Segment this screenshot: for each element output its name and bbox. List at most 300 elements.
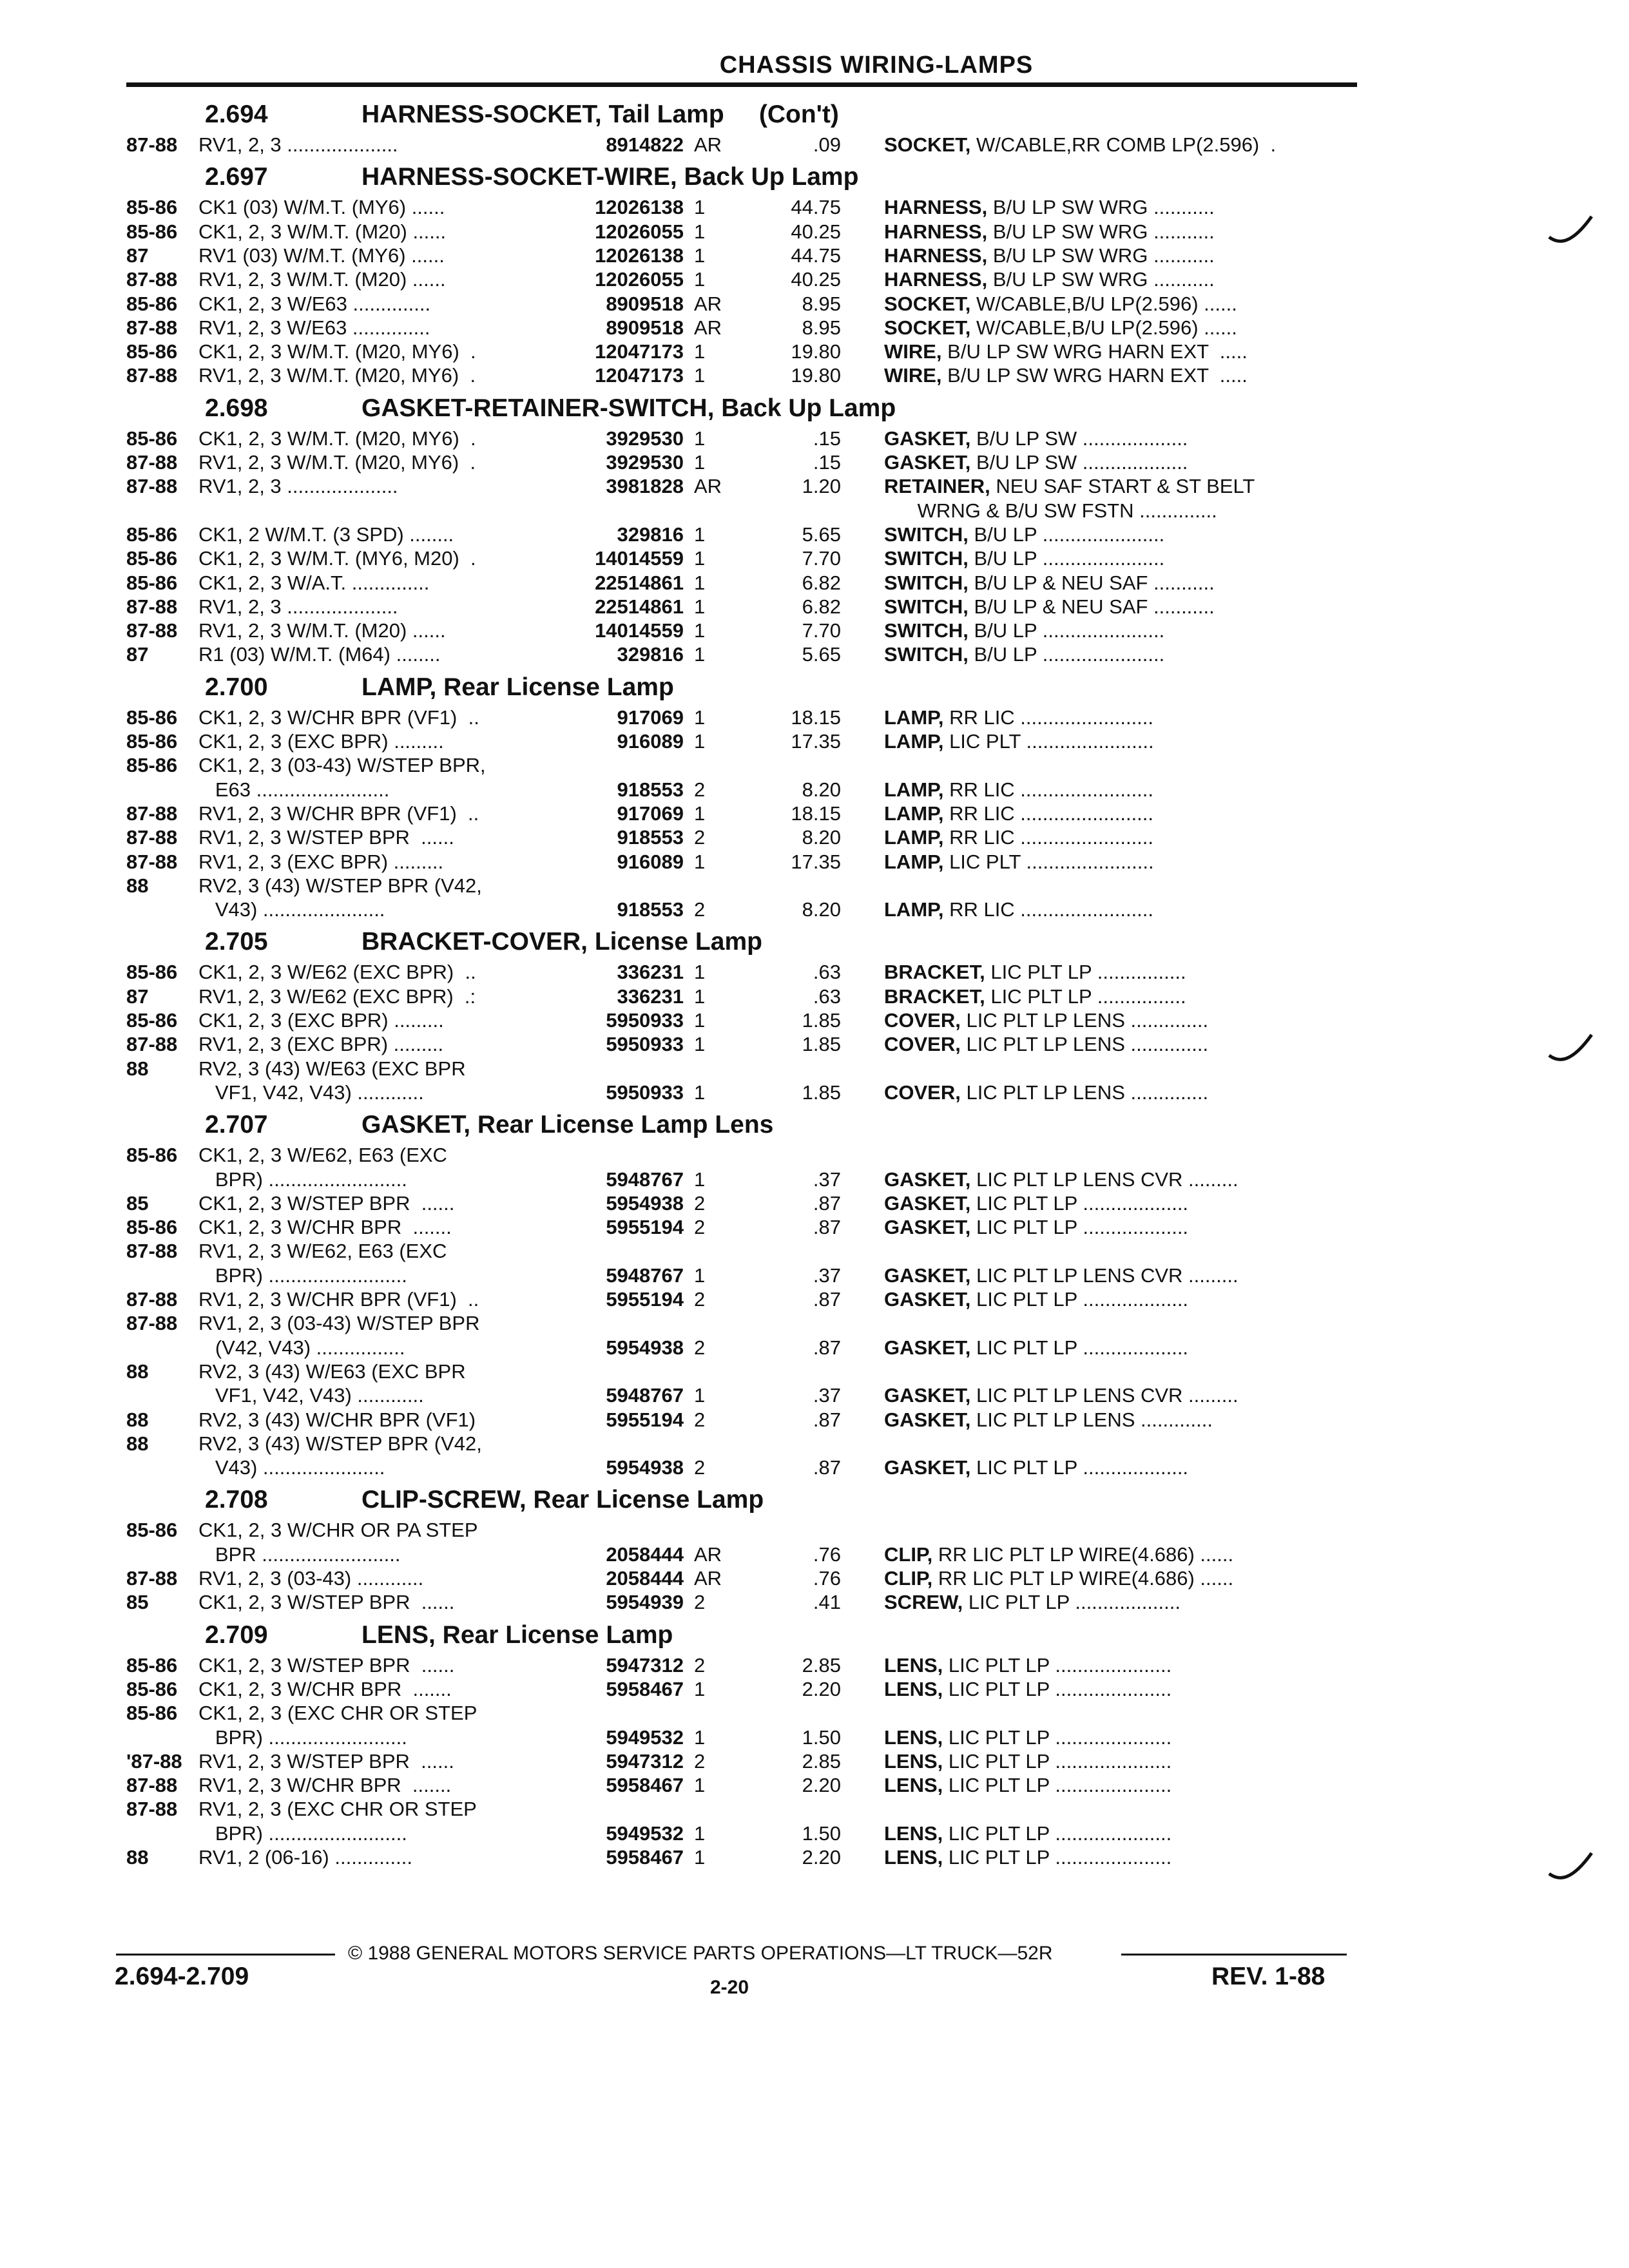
table-row xyxy=(0,499,1629,523)
price: .15 xyxy=(813,427,841,450)
part-name xyxy=(884,316,1237,340)
part-name-bold: CLIP, xyxy=(884,1542,933,1566)
table-row xyxy=(0,1590,1629,1614)
price: 7.70 xyxy=(802,619,841,642)
part-name-bold: SWITCH, xyxy=(884,619,969,642)
table-row xyxy=(0,1542,1629,1566)
application: E63 ........................ xyxy=(198,778,390,801)
application: RV1, 2, 3 .................... xyxy=(198,133,398,156)
price: .87 xyxy=(813,1456,841,1479)
quantity: 1 xyxy=(694,547,706,570)
part-name xyxy=(884,1287,1188,1311)
model-year: 87-88 xyxy=(126,619,178,642)
price: .87 xyxy=(813,1336,841,1359)
part-name-rest: RR LIC ........................ xyxy=(943,778,1154,801)
model-year: 85-86 xyxy=(126,961,178,984)
application: RV1, 2, 3 (03-43) ............ xyxy=(198,1567,424,1590)
part-number: 14014559 xyxy=(595,547,684,570)
table-row xyxy=(0,363,1629,387)
part-number: 917069 xyxy=(617,802,684,825)
part-name-rest: RR LIC PLT LP WIRE(4.686) ...... xyxy=(932,1567,1234,1590)
part-number: 12026138 xyxy=(595,244,684,267)
part-name-rest: LIC PLT LP ................... xyxy=(970,1216,1189,1239)
model-year: 85-86 xyxy=(126,1144,178,1167)
price: .41 xyxy=(813,1591,841,1614)
part-number: 916089 xyxy=(617,730,684,753)
part-name-bold: BRACKET, xyxy=(884,961,985,984)
part-number: 916089 xyxy=(617,850,684,873)
application: BPR) ......................... xyxy=(198,1821,407,1845)
part-name xyxy=(884,340,1248,363)
quantity: 1 xyxy=(694,196,706,219)
price: 8.20 xyxy=(802,826,841,849)
application: RV1, 2, 3 W/STEP BPR ...... xyxy=(198,826,454,849)
part-name xyxy=(884,220,1215,244)
part-name xyxy=(884,474,1255,498)
model-year: 85-86 xyxy=(126,292,178,315)
application: RV1, 2, 3 .................... xyxy=(198,595,398,618)
quantity: 1 xyxy=(694,220,706,243)
table-row xyxy=(0,802,1629,825)
table-row xyxy=(0,340,1629,363)
table-row xyxy=(0,546,1629,570)
part-name-bold: CLIP, xyxy=(884,1567,933,1590)
part-number: 8909518 xyxy=(606,292,684,315)
section-title: LAMP, Rear License Lamp xyxy=(361,673,674,701)
part-name xyxy=(884,850,1154,874)
application: RV1, 2 (06-16) .............. xyxy=(198,1846,412,1869)
part-name-rest: B/U LP SW WRG HARN EXT ..... xyxy=(941,340,1248,363)
part-name-rest: LIC PLT LP ..................... xyxy=(943,1677,1172,1700)
quantity: 2 xyxy=(694,1591,706,1614)
quantity: 2 xyxy=(694,1288,706,1311)
part-name-rest: WRNG & B/U SW FSTN .............. xyxy=(884,499,1217,522)
model-year: 87-88 xyxy=(126,1240,178,1263)
part-name-rest: LIC PLT LP ................ xyxy=(985,985,1186,1008)
part-name-rest: B/U LP SW WRG HARN EXT ..... xyxy=(941,364,1248,387)
part-name-rest: LIC PLT ....................... xyxy=(943,850,1154,873)
table-row xyxy=(0,1653,1629,1677)
quantity: 2 xyxy=(694,826,706,849)
part-name-bold: COVER, xyxy=(884,1033,961,1056)
model-year: 85-86 xyxy=(126,1677,178,1700)
price: 5.65 xyxy=(802,523,841,546)
model-year: 85-86 xyxy=(126,1216,178,1239)
part-name-rest: LIC PLT LP ................ xyxy=(985,961,1186,984)
footer-rule-right xyxy=(1121,1954,1347,1956)
part-name xyxy=(884,642,1164,666)
part-name-rest: NEU SAF START & ST BELT xyxy=(990,475,1255,498)
part-number: 12026138 xyxy=(595,196,684,219)
part-name-rest: RR LIC ........................ xyxy=(943,802,1154,825)
model-year: 87 xyxy=(126,244,149,267)
part-number: 5947312 xyxy=(606,1653,684,1677)
part-name xyxy=(884,1725,1171,1749)
model-year: 85 xyxy=(126,1591,149,1614)
application: CK1, 2, 3 W/CHR BPR ....... xyxy=(198,1677,452,1700)
quantity: 1 xyxy=(694,427,706,450)
part-name-bold: SWITCH, xyxy=(884,547,969,570)
application: V43) ...................... xyxy=(198,898,385,921)
application: RV1, 2, 3 (03-43) W/STEP BPR xyxy=(198,1312,480,1335)
part-name xyxy=(884,1542,1233,1566)
part-name-rest: LIC PLT LP LENS .............. xyxy=(960,1081,1209,1104)
quantity: 1 xyxy=(694,1774,706,1797)
application: RV2, 3 (43) W/E63 (EXC BPR xyxy=(198,1057,466,1080)
part-name-bold: WIRE, xyxy=(884,364,942,387)
part-name xyxy=(884,825,1153,849)
application: BPR) ......................... xyxy=(198,1725,407,1749)
quantity: 1 xyxy=(694,1264,706,1287)
part-number: 5949532 xyxy=(606,1725,684,1749)
part-name-bold: LENS, xyxy=(884,1821,943,1845)
quantity: 1 xyxy=(694,1009,706,1032)
price: 1.85 xyxy=(802,1081,841,1104)
table-row xyxy=(0,985,1629,1008)
price: 44.75 xyxy=(791,244,841,267)
model-year: 87-88 xyxy=(126,1774,178,1797)
model-year: 88 xyxy=(126,1846,149,1869)
part-name xyxy=(884,985,1186,1008)
part-name-bold: GASKET, xyxy=(884,1384,971,1407)
section-title: BRACKET-COVER, License Lamp xyxy=(361,928,762,956)
table-row xyxy=(0,729,1629,753)
part-name xyxy=(884,1456,1188,1479)
part-name-bold: GASKET, xyxy=(884,1456,971,1479)
table-row xyxy=(0,1239,1629,1263)
application: CK1, 2, 3 W/CHR BPR (VF1) .. xyxy=(198,706,479,729)
quantity: 1 xyxy=(694,1725,706,1749)
footer-copyright: © 1988 GENERAL MOTORS SERVICE PARTS OPERATIONS—LT TRUCK—52R xyxy=(348,1943,1053,1964)
part-name-rest: B/U LP & NEU SAF ........... xyxy=(968,595,1215,618)
quantity: 1 xyxy=(694,595,706,618)
part-name-rest: LIC PLT LP ..................... xyxy=(943,1653,1172,1677)
section-title: HARNESS-SOCKET, Tail Lamp (Con't) xyxy=(361,101,839,128)
quantity: 1 xyxy=(694,619,706,642)
part-name-bold: GASKET, xyxy=(884,1168,971,1191)
application: RV1, 2, 3 W/E62, E63 (EXC xyxy=(198,1240,447,1263)
table-row xyxy=(0,595,1629,619)
table-row xyxy=(0,642,1629,666)
part-number: 2058444 xyxy=(606,1542,684,1566)
model-year: 87-88 xyxy=(126,1288,178,1311)
table-row xyxy=(0,1773,1629,1797)
part-name-bold: LENS, xyxy=(884,1725,943,1749)
part-name-bold: GASKET, xyxy=(884,427,971,450)
part-name-bold: SOCKET, xyxy=(884,292,971,315)
check-mark-icon xyxy=(1547,1849,1598,1888)
price: .87 xyxy=(813,1288,841,1311)
part-name-bold: GASKET, xyxy=(884,1264,971,1287)
section-number: 2.698 xyxy=(205,394,268,422)
part-name-bold: COVER, xyxy=(884,1009,961,1032)
price: .37 xyxy=(813,1384,841,1407)
section-title: GASKET-RETAINER-SWITCH, Back Up Lamp xyxy=(361,394,896,422)
quantity: 1 xyxy=(694,1821,706,1845)
application: CK1, 2, 3 W/STEP BPR ...... xyxy=(198,1591,455,1614)
part-name-rest: RR LIC ........................ xyxy=(943,898,1154,921)
part-name-rest: W/CABLE,B/U LP(2.596) ...... xyxy=(970,292,1237,315)
part-name xyxy=(884,729,1154,753)
table-row xyxy=(0,778,1629,802)
part-name-bold: LAMP, xyxy=(884,730,944,753)
application: CK1, 2, 3 W/STEP BPR ...... xyxy=(198,1191,455,1215)
check-mark-icon xyxy=(1547,1031,1598,1070)
part-number: 5954939 xyxy=(606,1591,684,1614)
part-name-rest: LIC PLT LP LENS CVR ......... xyxy=(970,1264,1239,1287)
model-year: 85-86 xyxy=(126,571,178,594)
part-number: 5954938 xyxy=(606,1456,684,1479)
price: .37 xyxy=(813,1168,841,1191)
quantity: 2 xyxy=(694,1456,706,1479)
application: CK1, 2, 3 W/M.T. (M20, MY6) . xyxy=(198,340,476,363)
part-name-rest: W/CABLE,RR COMB LP(2.596) . xyxy=(970,133,1277,156)
model-year: 85-86 xyxy=(126,220,178,243)
part-name-rest: B/U LP SW WRG ........... xyxy=(987,244,1215,267)
part-name xyxy=(884,1677,1171,1701)
part-number: 336231 xyxy=(617,961,684,984)
part-name-bold: HARNESS, xyxy=(884,220,988,243)
price: 2.20 xyxy=(802,1677,841,1700)
model-year: 85 xyxy=(126,1191,149,1215)
table-row xyxy=(0,267,1629,291)
quantity: 1 xyxy=(694,802,706,825)
part-name-bold: GASKET, xyxy=(884,451,971,474)
part-name-rest: LIC PLT LP ................... xyxy=(970,1288,1189,1311)
price: .09 xyxy=(813,133,841,156)
table-row xyxy=(0,1432,1629,1456)
section-number: 2.708 xyxy=(205,1486,268,1514)
part-name xyxy=(884,1032,1208,1056)
part-name-rest: LIC PLT LP ..................... xyxy=(943,1846,1172,1869)
price: 19.80 xyxy=(791,340,841,363)
model-year: 87-88 xyxy=(126,364,178,387)
section-title: LENS, Rear License Lamp xyxy=(361,1620,673,1649)
part-name-rest: B/U LP SW WRG ........... xyxy=(987,196,1215,219)
application: BPR) ......................... xyxy=(198,1168,407,1191)
model-year: 87 xyxy=(126,643,149,666)
part-name-bold: SCREW, xyxy=(884,1591,963,1614)
part-number: 5950933 xyxy=(606,1081,684,1104)
part-name-rest: LIC PLT LP ................... xyxy=(970,1336,1189,1359)
application: RV1, 2, 3 W/M.T. (M20, MY6) . xyxy=(198,364,476,387)
price: .63 xyxy=(813,985,841,1008)
table-row xyxy=(0,1797,1629,1821)
quantity: 1 xyxy=(694,850,706,873)
quantity: 1 xyxy=(694,451,706,474)
table-row xyxy=(0,1168,1629,1191)
footer-page-number: 2-20 xyxy=(710,1977,749,1998)
price: 18.15 xyxy=(791,706,841,729)
footer-rule-left xyxy=(116,1954,335,1956)
price: .15 xyxy=(813,451,841,474)
application: CK1 (03) W/M.T. (MY6) ...... xyxy=(198,196,445,219)
part-name-bold: LENS, xyxy=(884,1749,943,1773)
quantity: 1 xyxy=(694,985,706,1008)
application: CK1, 2, 3 (EXC BPR) ......... xyxy=(198,1009,444,1032)
part-name-rest: B/U LP SW ................... xyxy=(970,451,1188,474)
model-year: 87-88 xyxy=(126,268,178,291)
price: 18.15 xyxy=(791,802,841,825)
table-row xyxy=(0,1287,1629,1311)
quantity: 1 xyxy=(694,1846,706,1869)
quantity: 1 xyxy=(694,1677,706,1700)
table-row xyxy=(0,244,1629,267)
part-number: 5958467 xyxy=(606,1677,684,1700)
table-row xyxy=(0,1264,1629,1287)
application: CK1, 2, 3 W/M.T. (M20) ...... xyxy=(198,220,447,243)
application: CK1, 2, 3 W/E63 .............. xyxy=(198,292,431,315)
header-rule xyxy=(126,82,1357,87)
part-name xyxy=(884,267,1215,291)
part-name xyxy=(884,546,1164,570)
application: CK1, 2, 3 (03-43) W/STEP BPR, xyxy=(198,754,486,777)
quantity: AR xyxy=(694,1567,722,1590)
application: RV1, 2, 3 W/E62 (EXC BPR) .: xyxy=(198,985,476,1008)
application: RV2, 3 (43) W/STEP BPR (V42, xyxy=(198,874,482,897)
part-name-bold: HARNESS, xyxy=(884,244,988,267)
part-number: 22514861 xyxy=(595,595,684,618)
table-row xyxy=(0,850,1629,874)
model-year: 87 xyxy=(126,985,149,1008)
quantity: AR xyxy=(694,133,722,156)
table-row xyxy=(0,1456,1629,1479)
part-number: 5950933 xyxy=(606,1009,684,1032)
application: CK1, 2, 3 W/CHR OR PA STEP xyxy=(198,1519,478,1542)
part-name-rest: LIC PLT LP ................... xyxy=(970,1456,1189,1479)
part-name-rest: LIC PLT LP LENS ............. xyxy=(970,1408,1213,1431)
part-number: 22514861 xyxy=(595,571,684,594)
part-number: 3929530 xyxy=(606,451,684,474)
table-row xyxy=(0,1566,1629,1590)
part-number: 12047173 xyxy=(595,364,684,387)
model-year: 87-88 xyxy=(126,1312,178,1335)
quantity: 2 xyxy=(694,1653,706,1677)
application: V43) ...................... xyxy=(198,1456,385,1479)
part-name xyxy=(884,778,1153,802)
part-number: 918553 xyxy=(617,778,684,801)
part-name-bold: LENS, xyxy=(884,1653,943,1677)
price: .76 xyxy=(813,1542,841,1566)
part-number: 329816 xyxy=(617,523,684,546)
part-name-rest: RR LIC ........................ xyxy=(943,706,1154,729)
part-name-bold: LAMP, xyxy=(884,778,944,801)
part-name xyxy=(884,1081,1208,1104)
application: CK1, 2, 3 (EXC CHR OR STEP xyxy=(198,1702,477,1725)
price: .76 xyxy=(813,1567,841,1590)
quantity: 1 xyxy=(694,1033,706,1056)
part-number: 12026055 xyxy=(595,268,684,291)
application: RV2, 3 (43) W/E63 (EXC BPR xyxy=(198,1360,466,1383)
part-number: 8914822 xyxy=(606,133,684,156)
table-row xyxy=(0,523,1629,546)
part-name xyxy=(884,499,1217,523)
section-number: 2.700 xyxy=(205,673,268,701)
part-name-bold: GASKET, xyxy=(884,1288,971,1311)
table-row xyxy=(0,571,1629,595)
part-number: 5954938 xyxy=(606,1191,684,1215)
model-year: 87-88 xyxy=(126,826,178,849)
section-number: 2.707 xyxy=(205,1111,268,1139)
application: (V42, V43) ................ xyxy=(198,1336,405,1359)
table-row xyxy=(0,1701,1629,1725)
part-name-bold: HARNESS, xyxy=(884,196,988,219)
price: 6.82 xyxy=(802,595,841,618)
part-name-rest: B/U LP SW WRG ........... xyxy=(987,220,1215,243)
model-year: 87-88 xyxy=(126,802,178,825)
part-name xyxy=(884,1215,1188,1239)
part-name xyxy=(884,195,1215,219)
table-row xyxy=(0,1032,1629,1056)
model-year: 87-88 xyxy=(126,1033,178,1056)
table-row xyxy=(0,706,1629,729)
part-name xyxy=(884,244,1215,267)
application: RV1, 2, 3 W/STEP BPR ...... xyxy=(198,1749,454,1773)
part-name-rest: LIC PLT LP LENS .............. xyxy=(960,1033,1209,1056)
table-row xyxy=(0,1408,1629,1432)
model-year: 88 xyxy=(126,1360,149,1383)
part-name-rest: B/U LP & NEU SAF ........... xyxy=(968,571,1215,594)
table-row xyxy=(0,1191,1629,1215)
part-name xyxy=(884,898,1153,921)
part-name-bold: LAMP, xyxy=(884,826,944,849)
part-name xyxy=(884,1845,1171,1869)
part-name xyxy=(884,960,1186,984)
application: VF1, V42, V43) ............ xyxy=(198,1081,424,1104)
quantity: 2 xyxy=(694,1408,706,1431)
quantity: 1 xyxy=(694,571,706,594)
model-year: 85-86 xyxy=(126,730,178,753)
model-year: 87-88 xyxy=(126,475,178,498)
part-name xyxy=(884,802,1153,825)
table-row xyxy=(0,753,1629,777)
table-row xyxy=(0,316,1629,340)
part-name-rest: RR LIC ........................ xyxy=(943,826,1154,849)
part-name xyxy=(884,1821,1171,1845)
part-number: 917069 xyxy=(617,706,684,729)
table-row xyxy=(0,1336,1629,1360)
part-name xyxy=(884,1336,1188,1360)
part-number: 918553 xyxy=(617,826,684,849)
application: CK1, 2 W/M.T. (3 SPD) ........ xyxy=(198,523,454,546)
application: CK1, 2, 3 W/STEP BPR ...... xyxy=(198,1653,455,1677)
application: RV1, 2, 3 (EXC CHR OR STEP xyxy=(198,1798,477,1821)
price: 1.85 xyxy=(802,1033,841,1056)
table-row xyxy=(0,1383,1629,1407)
application: CK1, 2, 3 W/CHR BPR ....... xyxy=(198,1216,452,1239)
part-name-rest: LIC PLT LP LENS CVR ......... xyxy=(970,1168,1239,1191)
model-year: 85-86 xyxy=(126,427,178,450)
table-row xyxy=(0,1725,1629,1749)
application: CK1, 2, 3 W/M.T. (MY6, M20) . xyxy=(198,547,476,570)
part-number: 5947312 xyxy=(606,1749,684,1773)
quantity: 2 xyxy=(694,1191,706,1215)
table-row xyxy=(0,450,1629,474)
part-name-bold: HARNESS, xyxy=(884,268,988,291)
part-name-bold: LENS, xyxy=(884,1846,943,1869)
part-number: 5955194 xyxy=(606,1216,684,1239)
part-name xyxy=(884,450,1188,474)
table-row xyxy=(0,1081,1629,1104)
part-number: 5955194 xyxy=(606,1408,684,1431)
part-name xyxy=(884,571,1215,595)
model-year: 87-88 xyxy=(126,850,178,873)
price: 8.20 xyxy=(802,778,841,801)
part-name-bold: BRACKET, xyxy=(884,985,985,1008)
part-name xyxy=(884,595,1215,619)
part-name-rest: B/U LP ...................... xyxy=(968,619,1165,642)
part-name-rest: LIC PLT LP ................... xyxy=(963,1591,1181,1614)
